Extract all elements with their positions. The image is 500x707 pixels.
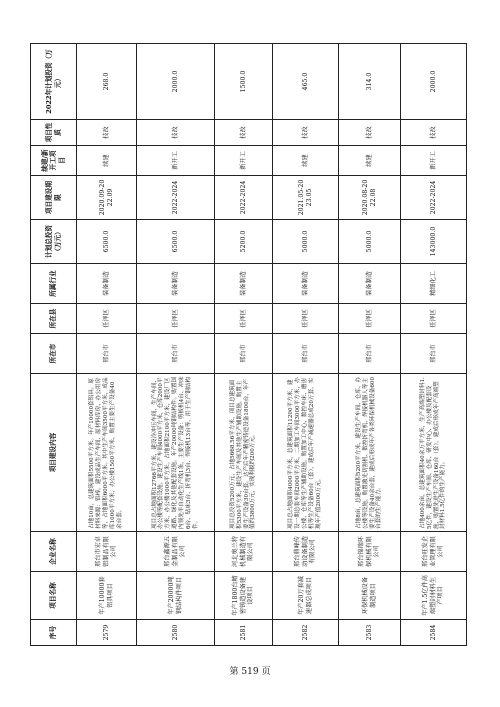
rotated-table-container (30, 44, 466, 646)
cell-name: 年产1.5亿件高端塑封材料生产项目 (401, 572, 467, 620)
cell-county: 任泽区 (137, 304, 215, 334)
cell-newcon: 新开工 (401, 146, 467, 176)
cell-invest: 5000.0 (273, 220, 339, 264)
cell-invest: 5000.0 (339, 220, 401, 264)
cell-period: 2022-2024 (215, 176, 273, 220)
cell-nature: 技改 (137, 120, 215, 146)
cell-invest: 143000.0 (401, 220, 467, 264)
cell-city: 邢台市 (339, 334, 401, 374)
cell-newcon: 续建 (77, 146, 137, 176)
cell-content: 项目总投资5200万元，占地5668.56平方米，项目总建筑面积5300平方米，建设生产车间及其他生产辅助设施。购置主要生产设备30台套。达产后年产精密铸造设备1800台，年产值约3800万元，实现利税约200万元。 (215, 374, 273, 532)
cell-name: 年产20000吨钢结构件项目 (137, 572, 215, 620)
cell-seq: 2579 (77, 620, 137, 646)
header-seq: 序号 (31, 620, 77, 646)
cell-industry: 装备制造 (339, 264, 401, 304)
header-period: 项目建设期限 (31, 176, 77, 220)
cell-seq: 2582 (273, 620, 339, 646)
header-nature: 项目性质 (31, 120, 77, 146)
cell-seq: 2580 (137, 620, 215, 646)
cell-name: 年产20万套减速器总成项目 (273, 572, 339, 620)
cell-newcon: 续建 (339, 146, 401, 176)
cell-period: 2021.05-2023.05 (273, 176, 339, 220)
cell-city: 邢台市 (77, 334, 137, 374)
cell-invest2022: 1500.0 (215, 44, 273, 120)
header-industry: 所属行业 (31, 264, 77, 304)
header-city: 所在市 (31, 334, 77, 374)
cell-county: 任泽区 (77, 304, 137, 334)
cell-content: 占地10亩，总建筑面积5500平方米。年产10000套铝具。原材料来源：铝棒。建设成品生产车间、原材料库房、办公用房等，占地面积6000平方米。其中生产车间3500平方米，成品库1000平方米，办公楼1500平方米，购置主要生产设备40余台套。 (77, 374, 137, 532)
cell-seq: 2581 (215, 620, 273, 646)
cell-content: 项目总占地面积4000平方米，总建筑面积11200平方米，建设一期总装车间2000平方米，二期加工车间3000平方米，办公楼、仓库等生产辅助设施。购置加工中心、数控车床、磨齿机等生产设备60台（套），建成后年产减速器总成20万套，实现年产值2000万元。 (273, 374, 339, 532)
header-invest: 计划总投资（万元） (31, 220, 77, 264)
header-name: 项目名称 (31, 572, 77, 620)
cell-city: 邢台市 (401, 334, 467, 374)
table-row (215, 44, 273, 646)
table-row (401, 44, 467, 646)
table-row (273, 44, 339, 646)
cell-newcon: 新开工 (137, 146, 215, 176)
cell-invest: 6500.0 (77, 220, 137, 264)
cell-county: 任泽区 (273, 304, 339, 334)
cell-period: 2020.08-2022.08 (339, 176, 401, 220)
cell-company: 邢台市宏卓铝制品有限公司 (77, 532, 137, 572)
cell-nature: 技改 (339, 120, 401, 146)
project-table (30, 43, 467, 646)
header-invest2022: 2022年计划投资（万元） (31, 44, 77, 120)
cell-nature: 技改 (401, 120, 467, 146)
cell-invest2022: 465.0 (273, 44, 339, 120)
cell-city: 邢台市 (273, 334, 339, 374)
cell-industry: 装备制造 (273, 264, 339, 304)
cell-invest: 6500.0 (137, 220, 215, 264)
cell-company: 河北奥兰特机械制造有限公司 (215, 532, 273, 572)
header-county: 所在县 (31, 304, 77, 334)
cell-name: 年产1800台精密铸造设备建设项目 (215, 572, 273, 620)
cell-company: 邢台锦瑞环保机械有限公司 (339, 532, 401, 572)
cell-newcon: 新开工 (215, 146, 273, 176)
cell-invest2022: 314.0 (339, 44, 401, 120)
cell-industry: 装备制造 (137, 264, 215, 304)
cell-company: 邢台旺发企业管理有限公司 (401, 532, 467, 572)
cell-nature: 技改 (273, 120, 339, 146)
table-header-row (31, 44, 77, 646)
cell-county: 任泽区 (215, 304, 273, 334)
cell-invest: 5200.0 (215, 220, 273, 264)
cell-invest2022: 2000.0 (137, 44, 215, 120)
cell-content: 占地400余亩，总建筑面积40余万平方米，生产高端塑封料1.5亿件，建设生产车间、仓库、研发中心、办公楼及配套设施，购置先进生产设备160台（套），建成后形成年产高端塑封材料1.5亿件的生产能力。 (401, 374, 467, 532)
cell-nature: 技改 (215, 120, 273, 146)
header-company: 企业名称 (31, 532, 77, 572)
cell-company: 邢台鼎峰传动设备制造有限公司 (273, 532, 339, 572)
cell-content: 占地8亩，总建筑面积5200平方米，建设生产车间、仓库、办公楼等设施，购置激光切割机、数控折弯机、焊接机器人等主要生产设备40余台套，建成后形成年产各类环保机械设备600台套的生产能力。 (339, 374, 401, 532)
cell-invest2022: 2000.0 (401, 44, 467, 120)
table-row (137, 44, 215, 646)
cell-company: 邢台鑫源五金制品有限公司 (137, 532, 215, 572)
header-content: 项目建设内容 (31, 374, 77, 532)
cell-period: 2020.09-2022.09 (77, 176, 137, 220)
cell-nature: 技改 (77, 120, 137, 146)
cell-name: 年产10000套铝具项目 (77, 572, 137, 620)
cell-industry: 装备制造 (77, 264, 137, 304)
table-row (339, 44, 401, 646)
cell-city: 邢台市 (137, 334, 215, 374)
cell-invest2022: 268.0 (77, 44, 137, 120)
cell-seq: 2584 (401, 620, 467, 646)
cell-industry: 精细化工 (401, 264, 467, 304)
cell-county: 任泽区 (401, 304, 467, 334)
cell-newcon: 续建 (273, 146, 339, 176)
cell-city: 邢台市 (215, 334, 273, 374)
page-number: 第 519 页 (229, 667, 271, 677)
table-row (77, 44, 137, 646)
header-newcon: 续建/新开工项目 (31, 146, 77, 176)
cell-industry: 装备制造 (215, 264, 273, 304)
cell-period: 2022-2024 (401, 176, 467, 220)
cell-name: 环保机械设备制造项目 (339, 572, 401, 620)
cell-county: 任泽区 (339, 304, 401, 334)
cell-content: 项目总占地面积12766平方米，建设冷冲压车间、生产车间、办公楼等配套设施。建设生产车间4000平方米，仓库2000平方米，办公楼1000平方米。占地面积2100平方米，建设厂区道路、绿化及其他配套设施。年产20000吨钢结构件。购置国内领先半自动化生产线1条，主要生产设备：剪板机4台、冲床6台、钻床3台、折弯机3台、焊接机13台等，用于生产钢结构件。 (137, 374, 215, 532)
cell-seq: 2583 (339, 620, 401, 646)
cell-period: 2022-2024 (137, 176, 215, 220)
